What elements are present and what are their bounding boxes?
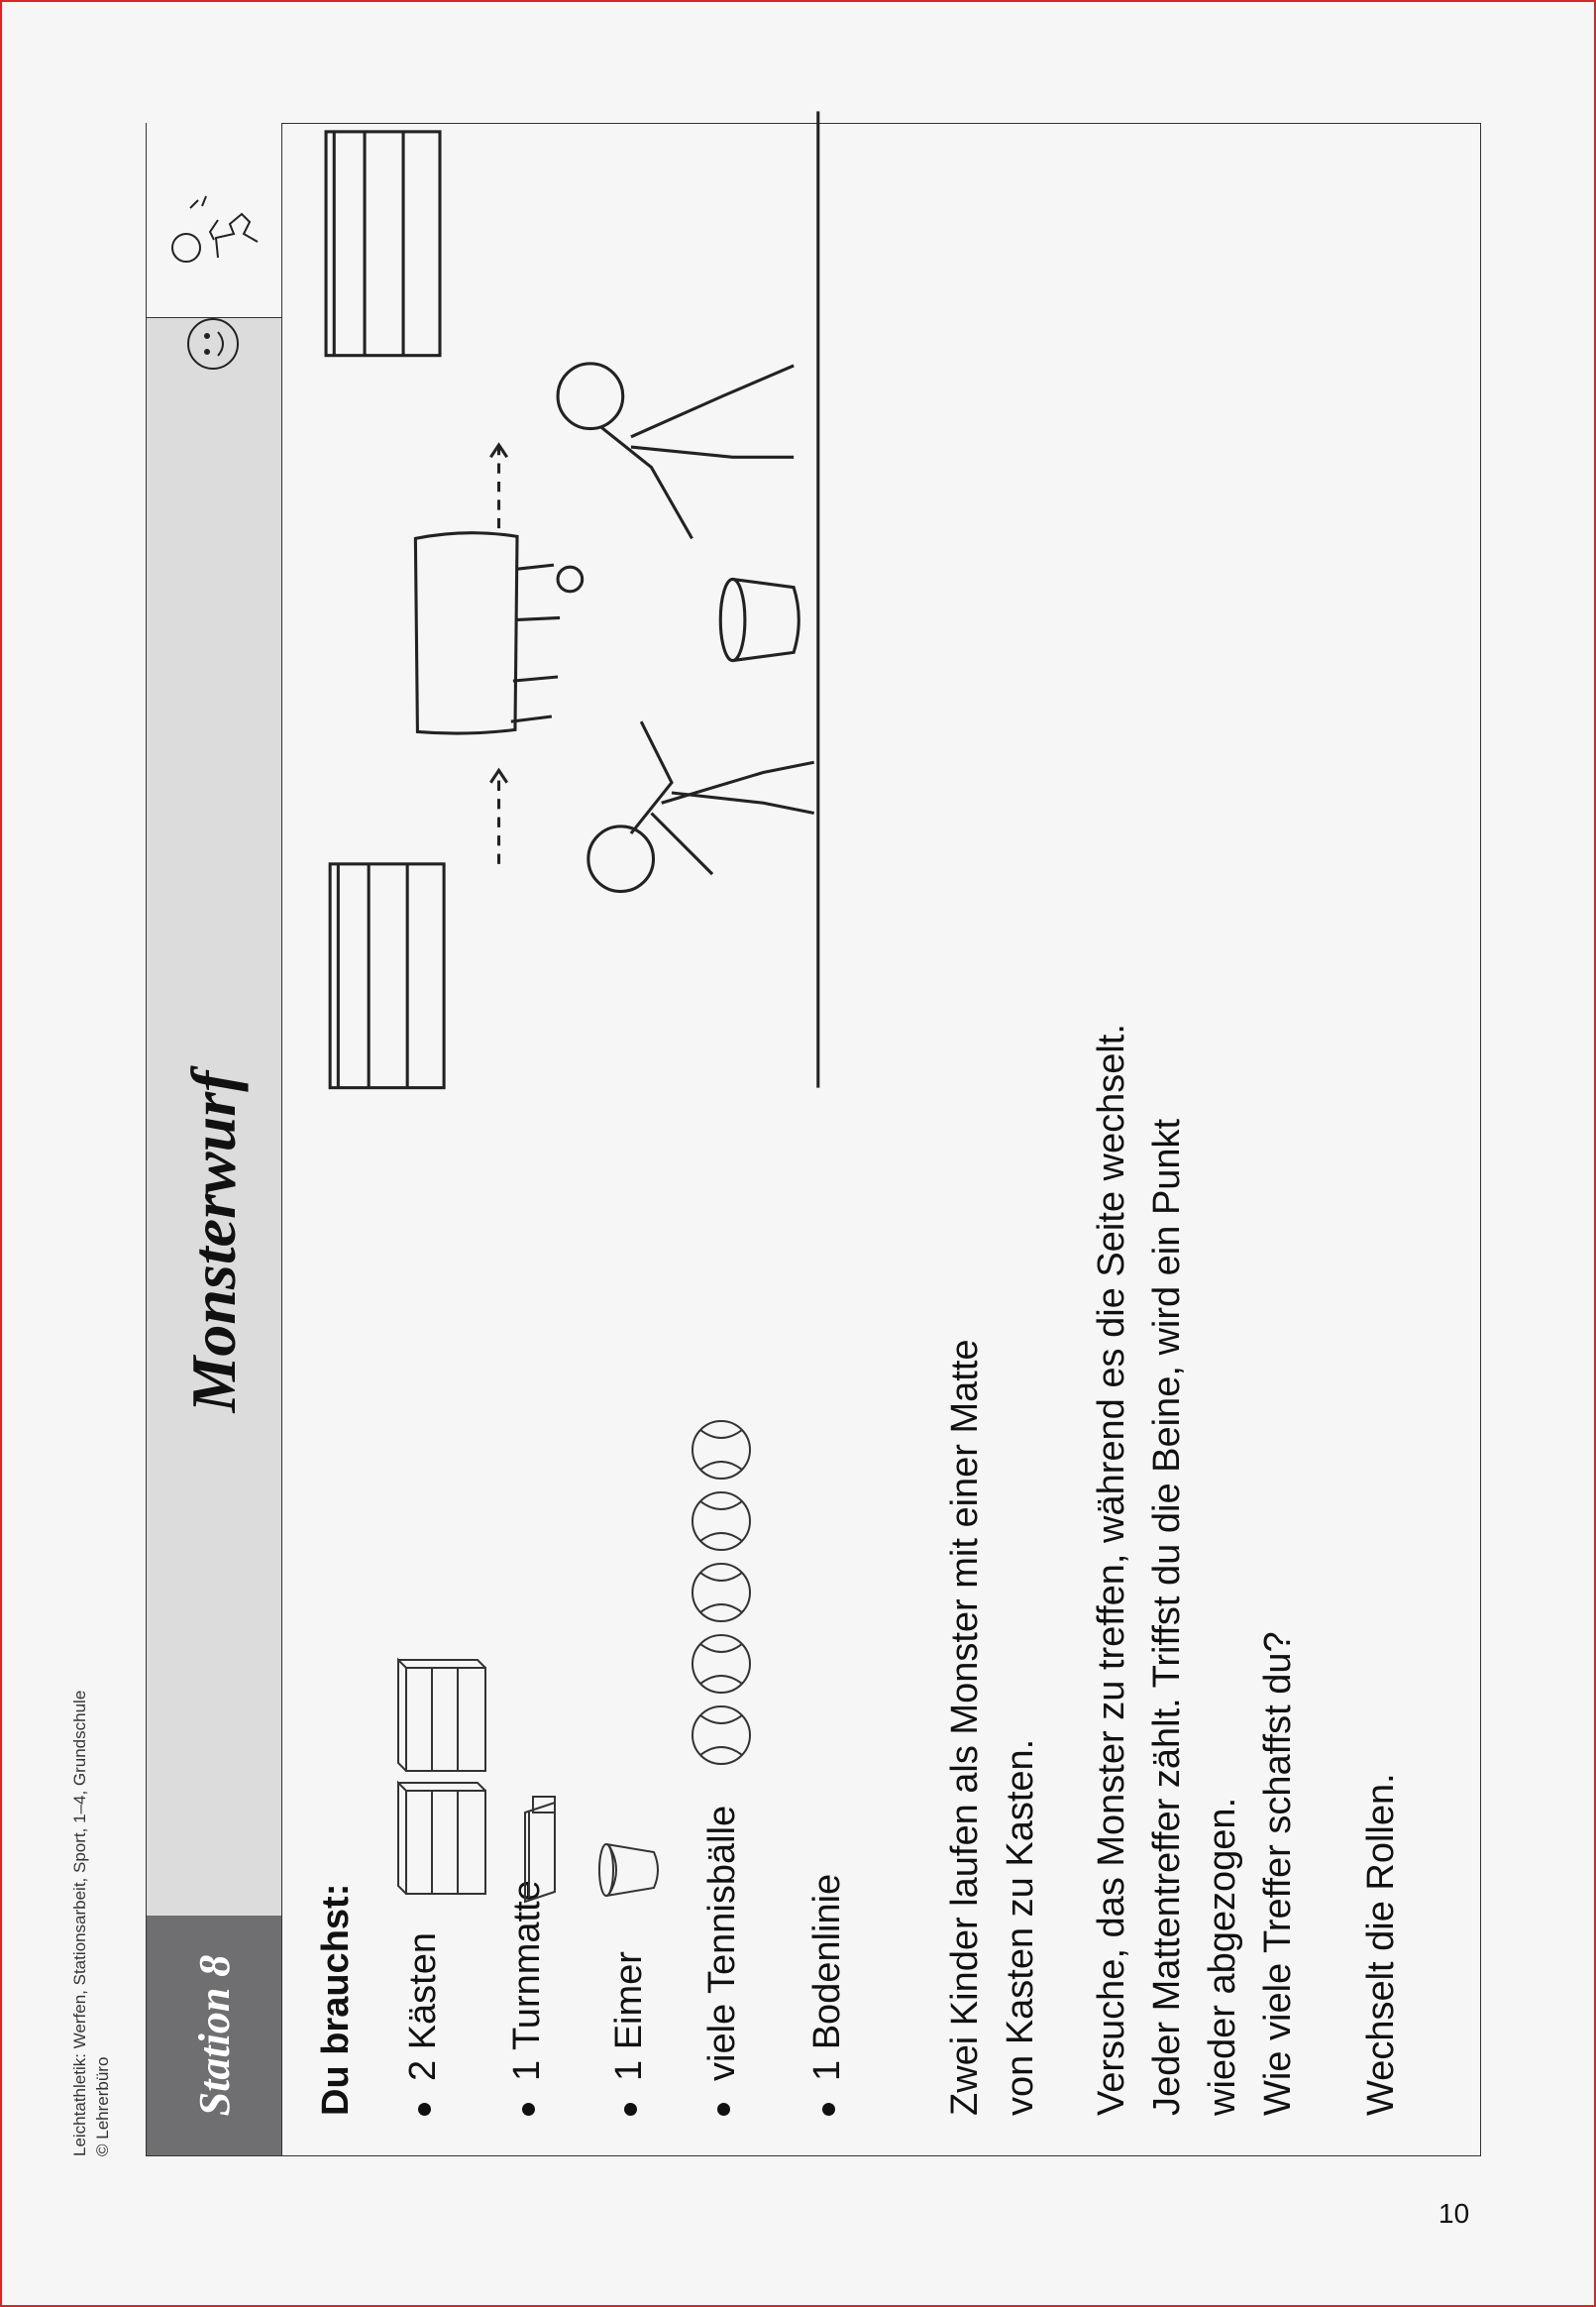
card-header [147,124,282,2155]
bucket-icon [594,1840,664,1900]
instruction-paragraph [1084,1024,1306,2116]
instruction-paragraph [937,1339,1048,2116]
smiley-icon [188,319,238,369]
game-illustration [285,55,1058,1145]
partner-pictogram-icon [147,123,281,317]
material-item [806,1874,849,2116]
box-right [326,132,440,356]
text-line: wieder abgezogen. [1202,1797,1243,2116]
material-label: 1 Turnmatte [506,1880,548,2081]
page-number: 10 [1438,2198,1470,2229]
material-item [701,1806,744,2116]
child-left [588,721,814,891]
bullet [522,2103,535,2116]
box-left [330,864,444,1088]
tennis-ball-icon [692,1706,750,1764]
bullet [418,2103,431,2116]
material-label: 2 Kästen [402,1932,444,2081]
text-line: Zwei Kinder laufen als Monster mit einer Matte [944,1339,986,2116]
text-line: Wie viele Treffer schaffst du? [1257,1631,1299,2116]
material-label: viele Tennisbälle [701,1805,743,2081]
child-right [558,364,794,539]
material-item [608,1951,651,2116]
material-item [402,1932,445,2116]
monster-mat [415,533,560,733]
worksheet [70,123,1481,2156]
bucket-illustration [720,579,798,660]
mat-icon [515,1793,565,1912]
tennis-ball-icon [692,1564,750,1621]
material-item [506,1880,549,2116]
tennis-ball-icon [692,1635,750,1693]
station-card [146,123,1481,2156]
text-line: von Kasten zu Kasten. [1000,1738,1041,2116]
station-label: Station 8 [147,1916,281,2155]
text-line: Wechselt die Rollen. [1360,1773,1402,2116]
bullet [624,2103,637,2116]
copyright-text: © Lehrerbüro [93,2056,112,2156]
instruction-paragraph [1353,1773,1409,2116]
text-line: Versuche, das Monster zu treffen, während es die Seite wechselt. [1091,1024,1132,2116]
text-line: Jeder Mattentreffer zählt. Triffst du die Beine, wird ein Punkt [1146,1118,1188,2116]
activity-icon-box [147,123,281,318]
material-label: 1 Eimer [608,1951,650,2081]
tennis-ball-icon [692,1492,750,1550]
material-label: 1 Bodenlinie [806,1873,848,2081]
box-icon [396,1652,490,1900]
credit-line [68,1691,114,2156]
station-title: Monsterwurf [178,1070,249,1413]
credit-text: Leichtathletik: Werfen, Stationsarbeit, Sport, 1–4, Grundschule [70,1690,89,2156]
bullet [822,2103,835,2116]
ball [558,567,583,592]
bullet [717,2103,730,2116]
materials-heading: Du brauchst: [315,1883,357,2116]
tennis-balls-group [687,1412,756,1769]
tennis-ball-icon [692,1421,750,1479]
